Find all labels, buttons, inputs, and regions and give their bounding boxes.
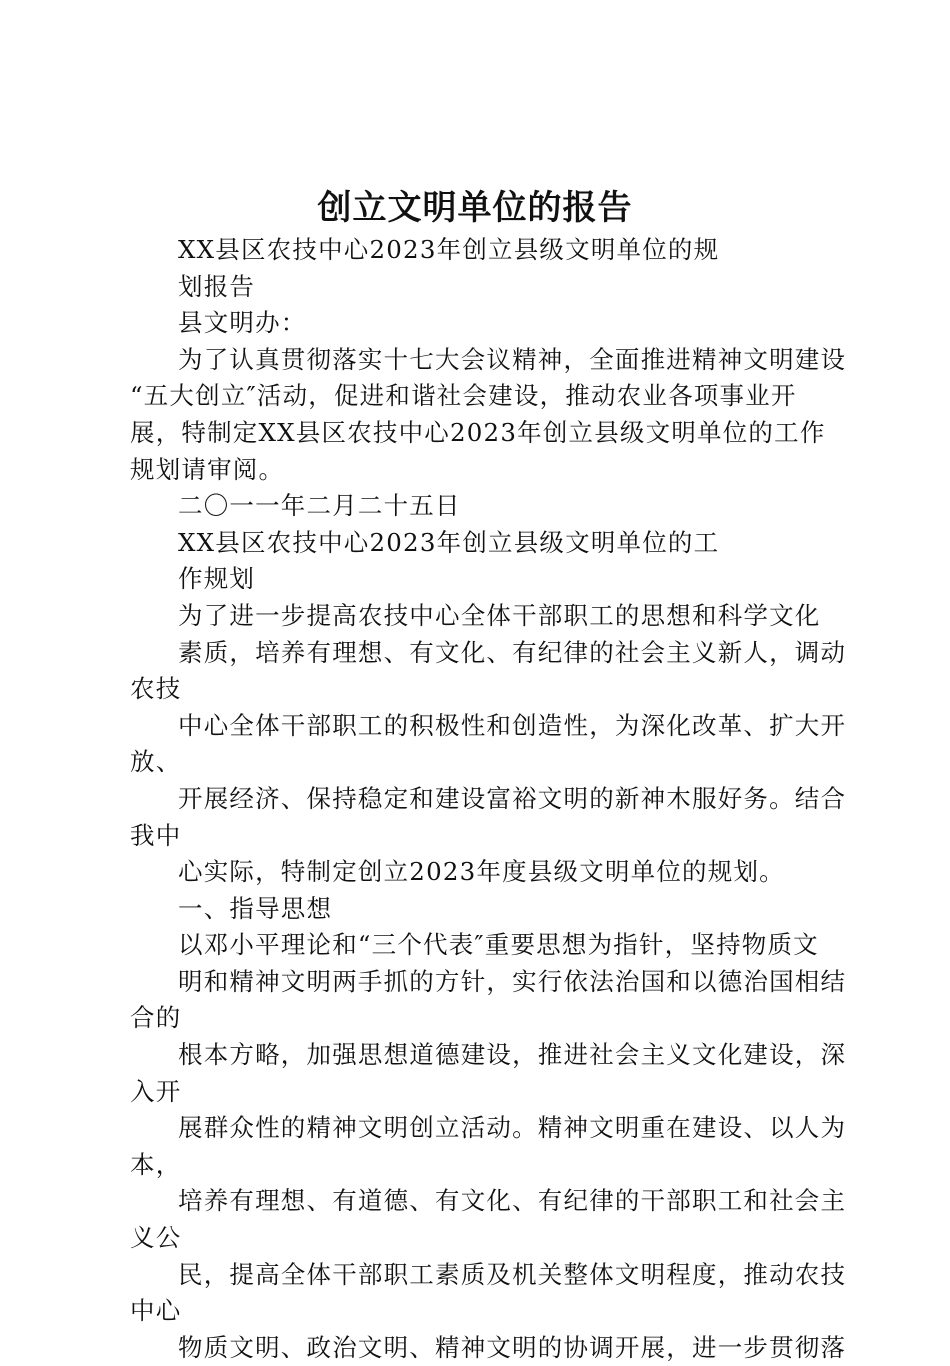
text-line: 中心 bbox=[130, 1296, 182, 1326]
text-line: 划报告 bbox=[178, 271, 256, 301]
document-body bbox=[130, 232, 847, 1366]
text-line: XX县区农技中心2023年创立县级文明单位的规 bbox=[178, 235, 720, 264]
text-line: 以邓小平理论和“三个代表″重要思想为指针，坚持物质文 bbox=[178, 930, 819, 960]
text-line: 培养有理想、有道德、有文化、有纪律的干部职工和社会主 bbox=[178, 1186, 847, 1216]
text-line: “五大创立″活动，促进和谐社会建设，推动农业各项事业开 bbox=[130, 381, 797, 411]
text-line: 根本方略，加强思想道德建设，推进社会主义文化建设，深 bbox=[178, 1040, 847, 1070]
text-line: 作规划 bbox=[178, 564, 256, 594]
text-line: 为了进一步提高农技中心全体干部职工的思想和科学文化 bbox=[178, 600, 821, 630]
text-line: 合的 bbox=[130, 1003, 182, 1033]
text-line: 为了认真贯彻落实十七大会议精神，全面推进精神文明建设 bbox=[178, 344, 847, 374]
text-line: 县文明办： bbox=[178, 308, 307, 338]
text-line: 规划请审阅。 bbox=[130, 454, 285, 484]
text-line: 素质，培养有理想、有文化、有纪律的社会主义新人，调动 bbox=[178, 637, 847, 667]
text-line: 民，提高全体干部职工素质及机关整体文明程度，推动农技 bbox=[178, 1259, 847, 1289]
text-line: 心实际，特制定创立2023年度县级文明单位的规划。 bbox=[178, 857, 785, 887]
text-line: 展群众性的精神文明创立活动。精神文明重在建设、以人为 bbox=[178, 1113, 847, 1143]
text-line: 明和精神文明两手抓的方针，实行依法治国和以德治国相结 bbox=[178, 966, 847, 996]
text-line: 展，特制定XX县区农技中心2023年创立县级文明单位的工作 bbox=[130, 417, 826, 447]
text-line: XX县区农技中心2023年创立县级文明单位的工 bbox=[178, 527, 720, 557]
text-line: 开展经济、保持稳定和建设富裕文明的新神木服好务。结合 bbox=[178, 783, 847, 813]
text-line: 义公 bbox=[130, 1223, 182, 1253]
text-line: 入开 bbox=[130, 1076, 182, 1106]
document-title: 创立文明单位的报告 bbox=[317, 188, 633, 228]
text-line: 放、 bbox=[130, 747, 182, 777]
text-line: 物质文明、政治文明、精神文明的协调开展，进一步贯彻落 bbox=[178, 1332, 847, 1362]
text-line: 二〇一一年二月二十五日 bbox=[178, 491, 461, 521]
text-line: 我中 bbox=[130, 820, 182, 850]
text-line: 中心全体干部职工的积极性和创造性，为深化改革、扩大开 bbox=[178, 710, 847, 740]
text-line: 一、指导思想 bbox=[178, 893, 333, 923]
text-line: 本， bbox=[130, 1149, 182, 1179]
text-line: 农技 bbox=[130, 674, 182, 704]
